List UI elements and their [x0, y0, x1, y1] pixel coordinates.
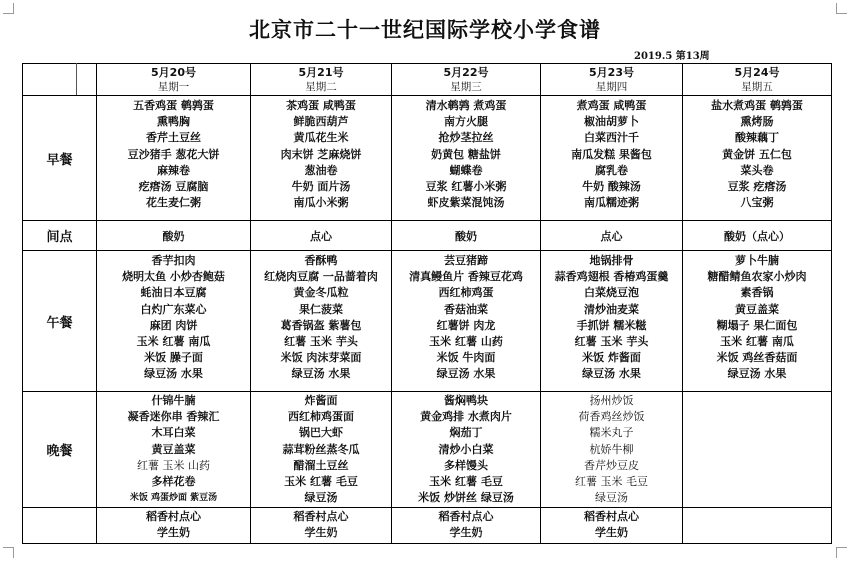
table-rule: [831, 63, 832, 544]
day-weekday: 星期三: [450, 80, 482, 93]
menu-item: 肉末饼 芝麻烧饼: [280, 147, 362, 161]
menu-item: 黄金冬瓜粒: [293, 286, 349, 300]
menu-item: 五香鸡蛋 鹌鹑蛋: [133, 99, 214, 112]
menu-item: 扬州炒饭: [589, 394, 634, 407]
menu-item: 米饭 炸酱面: [582, 351, 641, 365]
day-header: [541, 64, 682, 95]
menu-item: 芸豆猪蹄: [444, 254, 488, 267]
extra-cell: [251, 509, 391, 543]
menu-item: 红烧肉豆腐 一品蔷着肉: [264, 270, 378, 284]
menu-item: 烧明太鱼 小炒杏鲍菇: [122, 270, 225, 284]
menu-item: 米饭 炒饼丝 绿豆汤: [418, 491, 514, 505]
dinner-cell: [541, 393, 682, 507]
menu-item: 南瓜糯迹粥: [584, 196, 639, 210]
menu-item: 葱油卷: [304, 163, 338, 177]
meal-label-text: 午餐: [46, 315, 73, 331]
extra-cell: [541, 509, 682, 543]
menu-item: 米饭 臊子面: [144, 351, 203, 365]
page-title: 北京市二十一世纪国际学校小学食谱: [249, 17, 601, 42]
week-label: 2019.5 第13周: [634, 51, 710, 62]
menu-item: 黄金饼 五仁包: [722, 147, 792, 161]
menu-item: 糊塌子 果仁面包: [716, 318, 798, 332]
menu-table: [22, 63, 832, 544]
menu-item: 黄瓜花生米: [293, 131, 349, 145]
menu-item: 米饭 牛肉面: [436, 351, 496, 365]
menu-item: 红薯 玉米 芋头: [574, 335, 649, 349]
menu-item: 素香锅: [740, 286, 774, 300]
meal-label-snack: [23, 221, 96, 250]
menu-item: 红薯 玉米 山药: [137, 458, 210, 472]
snack-item: 酸奶（点心）: [724, 229, 790, 243]
table-rule: [76, 63, 77, 95]
menu-item: 八宝粥: [740, 196, 774, 210]
menu-item: 茶鸡蛋 咸鸭蛋: [286, 99, 356, 112]
menu-item: 酱焖鸭块: [444, 394, 488, 407]
menu-item: 杭娇牛柳: [589, 442, 634, 456]
menu-item: 煮鸡蛋 咸鸭蛋: [576, 99, 647, 112]
breakfast-cell: [392, 98, 540, 220]
day-header: [392, 64, 540, 95]
menu-item: 白灼广东菜心: [140, 302, 207, 316]
menu-item: 南瓜小米粥: [293, 196, 349, 210]
menu-item: 稻香村点心: [146, 510, 201, 523]
day-weekday: 星期五: [741, 80, 773, 93]
menu-item: 豆沙猪手 葱花大饼: [127, 147, 220, 161]
menu-item: 玉米 红薯 毛豆: [429, 475, 503, 489]
menu-item: 米饭 肉沫芽菜面: [280, 351, 362, 365]
menu-item: 清炒油麦菜: [584, 302, 639, 316]
menu-item: 虾皮紫菜混饨汤: [427, 196, 505, 210]
meal-label-text: 早餐: [46, 152, 73, 168]
meal-label-dinner: [23, 392, 96, 507]
table-rule: [22, 391, 832, 392]
table-rule: [22, 95, 832, 96]
table-rule: [22, 507, 832, 508]
meal-label-text: 晚餐: [46, 444, 73, 459]
menu-item: 玉米 红薯 毛豆: [284, 475, 358, 489]
menu-item: 果仁菠菜: [299, 302, 343, 316]
menu-item: 绿豆汤 水果: [727, 367, 787, 381]
snack-cell: [541, 221, 682, 250]
day-date: 5月24号: [734, 65, 780, 79]
menu-item: 萝卜牛腩: [735, 254, 779, 267]
menu-item: 学生奶: [157, 526, 190, 540]
menu-item: 豆浆 疙瘩汤: [727, 180, 787, 194]
snack-item: 点心: [310, 229, 332, 243]
day-date: 5月22号: [443, 65, 489, 79]
day-header: [251, 64, 391, 95]
menu-item: 白菜烧豆泡: [584, 286, 639, 300]
menu-item: 蒜香鸡翅根 香椿鸡蛋羹: [554, 270, 669, 284]
menu-item: 葛香锅盔 紫薯包: [280, 318, 362, 332]
menu-item: 南瓜发糕 果酱包: [571, 147, 652, 161]
page-corner-mark: [836, 547, 847, 558]
menu-item: 麻团 肉饼: [149, 318, 198, 332]
menu-item: 鲜脆西葫芦: [293, 115, 349, 129]
menu-item: 蝴蝶卷: [449, 163, 483, 177]
lunch-cell: [392, 253, 540, 391]
menu-item: 香芹炒豆皮: [584, 458, 639, 472]
menu-item: 稻香村点心: [438, 510, 494, 523]
breakfast-cell: [251, 98, 391, 220]
menu-item: 白菜西汁千: [584, 131, 639, 145]
lunch-cell: [683, 253, 831, 391]
menu-item: 菜头卷: [740, 163, 774, 177]
menu-item: 熏烤肠: [740, 115, 774, 129]
menu-item: 绿豆汤 水果: [291, 367, 351, 381]
menu-item: 红薯 玉米 毛豆: [575, 475, 648, 489]
extra-cell: [683, 509, 831, 543]
page-corner-mark: [3, 547, 14, 558]
menu-item: 豆浆 红薯小米粥: [425, 180, 507, 194]
menu-item: 黄金鸡排 水煮肉片: [420, 410, 512, 424]
menu-item: 蒜茸粉丝蒸冬瓜: [282, 442, 360, 456]
menu-item: 西红柿鸡蛋: [438, 286, 494, 300]
menu-item: 醋溜土豆丝: [293, 458, 349, 472]
menu-item: 香芹土豆丝: [146, 131, 201, 145]
menu-item: 什锦牛腩: [151, 394, 196, 407]
menu-item: 玉米 红薯 山药: [429, 335, 503, 349]
lunch-cell: [251, 253, 391, 391]
menu-item: 木耳白菜: [151, 426, 196, 440]
day-weekday: 星期一: [157, 80, 190, 93]
table-rule: [22, 250, 832, 251]
day-date: 5月21号: [298, 65, 344, 79]
menu-item: 玉米 红薯 南瓜: [136, 335, 211, 349]
lunch-cell: [97, 253, 250, 391]
menu-item: 地锅排骨: [589, 254, 634, 267]
menu-item: 糖醋鲭鱼农家小炒肉: [707, 270, 807, 284]
menu-item: 奶黄包 糖盐饼: [431, 147, 501, 161]
menu-item: 抢炒茎拉丝: [438, 131, 494, 145]
page-corner-mark: [3, 3, 14, 14]
menu-item: 手抓饼 糯米糍: [576, 318, 647, 332]
menu-item: 米饭 鸡蛋炒面 紫豆汤: [129, 493, 218, 504]
menu-item: 多样馒头: [444, 458, 488, 472]
dinner-cell: [392, 393, 540, 507]
breakfast-cell: [97, 98, 250, 220]
menu-item: 香菇油菜: [444, 302, 488, 316]
menu-item: 稻香村点心: [293, 510, 349, 523]
menu-item: 凝香迷你串 香辣汇: [127, 410, 220, 424]
menu-item: 绿豆汤: [595, 491, 628, 505]
menu-item: 焖茄丁: [449, 426, 483, 440]
snack-item: 点心: [600, 229, 623, 243]
snack-item: 酸奶: [162, 229, 185, 243]
meal-label-lunch: [23, 251, 96, 391]
snack-cell: [683, 221, 831, 250]
menu-item: 黄豆盖菜: [735, 302, 779, 316]
dinner-cell: [251, 393, 391, 507]
meal-label-breakfast: [23, 96, 96, 220]
menu-item: 稻香村点心: [584, 510, 639, 523]
table-rule: [22, 543, 832, 544]
menu-item: 牛奶 酸辣汤: [582, 180, 641, 194]
menu-item: 绿豆汤 水果: [582, 367, 641, 381]
breakfast-cell: [683, 98, 831, 220]
snack-cell: [97, 221, 250, 250]
menu-item: 黄豆盖菜: [151, 442, 196, 456]
menu-item: 清水鹌鹑 煮鸡蛋: [425, 99, 507, 112]
menu-item: 蚝油日本豆腐: [140, 286, 207, 300]
menu-item: 西红柿鸡蛋面: [288, 410, 354, 424]
snack-cell: [392, 221, 540, 250]
dinner-cell: [683, 393, 831, 507]
menu-item: 花生麦仁粥: [146, 196, 201, 210]
dinner-cell: [97, 393, 250, 507]
menu-item: 红薯饼 肉龙: [436, 318, 496, 332]
day-header: [683, 64, 831, 95]
menu-item: 清真鳗鱼片 香辣豆花鸡: [409, 270, 523, 284]
day-weekday: 星期四: [595, 80, 628, 93]
lunch-cell: [541, 253, 682, 391]
snack-item: 酸奶: [455, 229, 477, 243]
menu-item: 荷香鸡丝炒饭: [578, 410, 645, 424]
day-date: 5月20号: [151, 65, 196, 79]
menu-item: 疙瘩汤 豆腐脑: [138, 180, 209, 194]
menu-item: 红薯 玉米 芋头: [284, 335, 358, 349]
menu-item: 学生奶: [304, 526, 338, 540]
menu-item: 清炒小白菜: [438, 442, 494, 456]
menu-item: 学生奶: [595, 526, 628, 540]
menu-item: 椒油胡萝卜: [584, 115, 639, 129]
menu-item: 腐乳卷: [595, 163, 628, 177]
menu-item: 绿豆汤 水果: [144, 367, 203, 381]
menu-item: 绿豆汤 水果: [436, 367, 496, 381]
meal-label-text: 间点: [46, 230, 73, 245]
menu-item: 香芋扣肉: [151, 254, 196, 267]
menu-item: 熏鸭胸: [157, 115, 190, 129]
menu-item: 绿豆汤: [304, 491, 338, 505]
menu-item: 南方火腿: [444, 115, 488, 129]
page-corner-mark: [836, 3, 847, 14]
extra-cell: [97, 509, 250, 543]
snack-cell: [251, 221, 391, 250]
menu-item: 多样花卷: [151, 475, 196, 489]
day-header: [97, 64, 250, 95]
menu-item: 香酥鸭: [304, 254, 338, 267]
menu-item: 盐水煮鸡蛋 鹌鹑蛋: [711, 99, 803, 112]
breakfast-cell: [541, 98, 682, 220]
extra-cell: [392, 509, 540, 543]
day-date: 5月23号: [589, 65, 634, 79]
menu-item: 牛奶 面片汤: [291, 180, 351, 194]
menu-item: 糯米丸子: [589, 426, 634, 440]
menu-item: 玉米 红薯 南瓜: [720, 335, 794, 349]
menu-item: 锅巴大虾: [299, 426, 343, 440]
menu-item: 学生奶: [449, 526, 483, 540]
menu-item: 炸酱面: [304, 394, 338, 407]
menu-item: 麻辣卷: [157, 163, 190, 177]
menu-item: 酸辣藕丁: [735, 131, 779, 145]
menu-item: 米饭 鸡丝香菇面: [716, 351, 798, 365]
day-weekday: 星期二: [305, 80, 337, 93]
